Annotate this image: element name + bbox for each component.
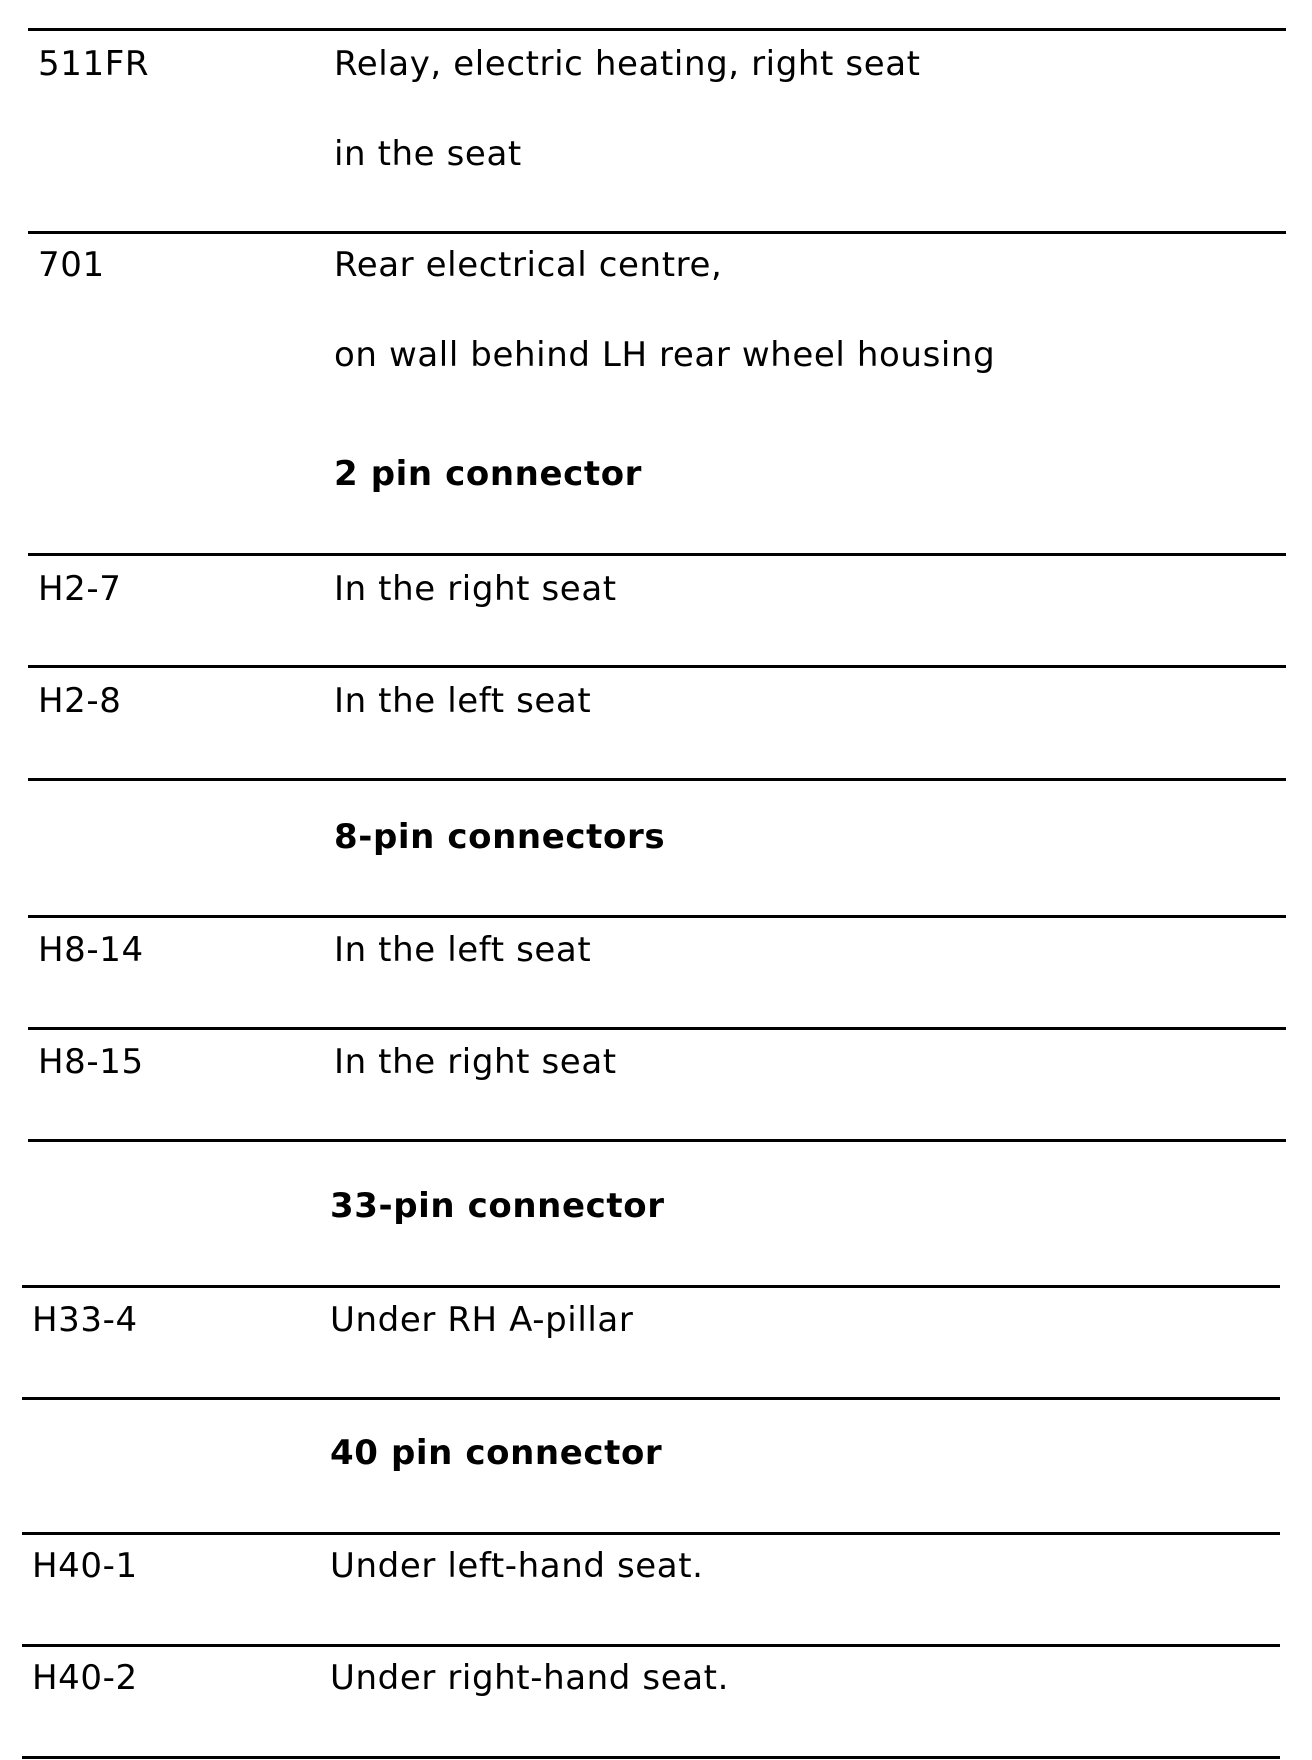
connector-location: Under RH A-pillar [330, 1300, 634, 1340]
table-rule [22, 1532, 1280, 1535]
table-rule [28, 553, 1286, 556]
table-rule [28, 1139, 1286, 1142]
connector-location: In the left seat [334, 681, 592, 721]
component-location: on wall behind LH rear wheel housing [334, 335, 996, 375]
table-rule [22, 1285, 1280, 1288]
connector-location: In the left seat [334, 930, 592, 970]
component-location: in the seat [334, 134, 522, 174]
connector-location: Under right-hand seat. [330, 1658, 730, 1698]
table-rule [22, 1397, 1280, 1400]
table-rule [28, 231, 1286, 234]
table-rule [22, 1644, 1280, 1647]
table-rule [22, 1756, 1280, 1759]
connector-code: H8-14 [38, 930, 144, 970]
connector-code: H2-8 [38, 681, 122, 721]
section-heading: 8-pin connectors [334, 817, 666, 857]
table-rule [28, 28, 1286, 31]
component-description: Relay, electric heating, right seat [334, 44, 921, 84]
section-heading: 2 pin connector [334, 454, 643, 494]
connector-location: In the right seat [334, 1042, 617, 1082]
connector-code: H2-7 [38, 569, 122, 609]
component-code: 701 [38, 245, 105, 285]
table-rule [28, 665, 1286, 668]
connector-code: H8-15 [38, 1042, 144, 1082]
component-description: Rear electrical centre, [334, 245, 723, 285]
table-rule [28, 915, 1286, 918]
section-heading: 33-pin connector [330, 1186, 665, 1226]
section-heading: 40 pin connector [330, 1433, 663, 1473]
connector-location: In the right seat [334, 569, 617, 609]
connector-location: Under left-hand seat. [330, 1546, 704, 1586]
connector-code: H40-1 [32, 1546, 138, 1586]
connector-code: H40-2 [32, 1658, 138, 1698]
connector-code: H33-4 [32, 1300, 138, 1340]
component-code: 511FR [38, 44, 150, 84]
table-rule [28, 1027, 1286, 1030]
table-rule [28, 778, 1286, 781]
